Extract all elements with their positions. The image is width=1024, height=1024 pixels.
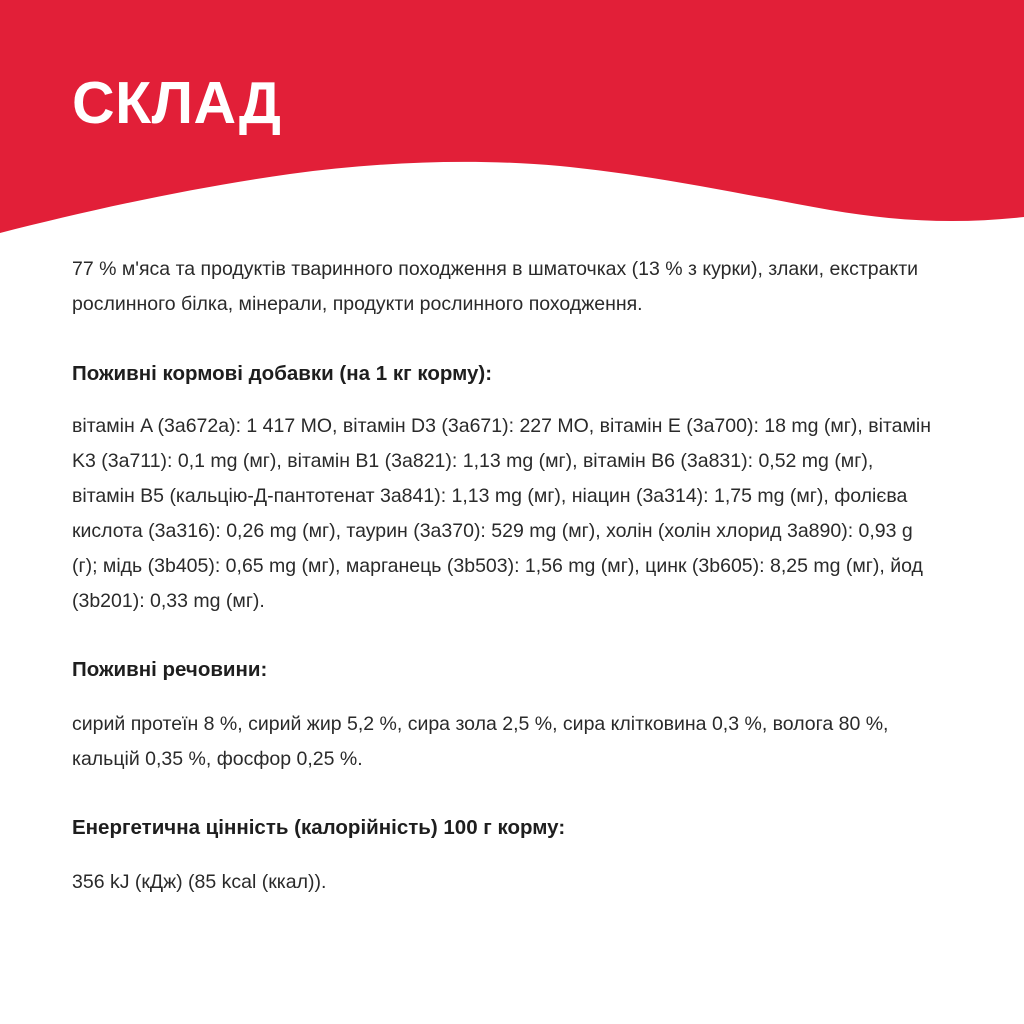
heading-nutrients: Поживні речовини:	[72, 658, 268, 681]
spacer	[72, 843, 934, 865]
nutrients-text: сирий протеїн 8 %, сирий жир 5,2 %, сира зола 2,5 %, сира клітковина 0,3 %, волога 80 %, кальцій 0,35 %, фосфор 0,25 %.	[72, 713, 889, 770]
heading-energy-value: Енергетична цінність (калорійність) 100 г корму:	[72, 816, 566, 839]
spacer	[72, 322, 934, 359]
page-title: СКЛАД	[72, 70, 282, 136]
spacer	[72, 685, 934, 707]
header-banner	[0, 0, 1024, 240]
composition-content	[72, 252, 934, 900]
spacer	[72, 777, 934, 813]
energy-value-text: 356 kJ (кДж) (85 kcal (ккал)).	[72, 871, 327, 893]
spacer	[72, 389, 934, 409]
heading-nutritional-additives: Поживні кормові добавки (на 1 кг корму):	[72, 362, 493, 385]
nutritional-additives-text: вітамін A (3a672a): 1 417 МО, вітамін D3 (3a671): 227 МО, вітамін E (3a700): 18 mg (мг), вітамін K3 (3a711): 0,1 mg (мг), вітамін B1 (3a821): 1,13 mg (мг), вітамін B6 (3a831): 0,52 mg (мг), вітамін B5 (кальцію-Д-пантотенат 3a841): 1,13 mg (мг), ніацин (3a314): 1,75 mg (мг), фолієва кислота (3a316): 0,26 mg (мг), таурин (3a370): 529 mg (мг), холін (холін хлорид 3a890): 0,93 g (г); мідь (3b405): 0,65 mg (мг), марганець (3b503): 1,56 mg (мг), цинк (3b605): 8,25 mg (мг), йод (3b201): 0,33 mg (мг).	[72, 415, 931, 612]
intro-paragraph: 77 % м'яса та продуктів тваринного походження в шматочках (13 % з курки), злаки, екстракти рослинного білка, мінерали, продукти рослинного походження.	[72, 258, 919, 315]
spacer	[72, 619, 934, 655]
